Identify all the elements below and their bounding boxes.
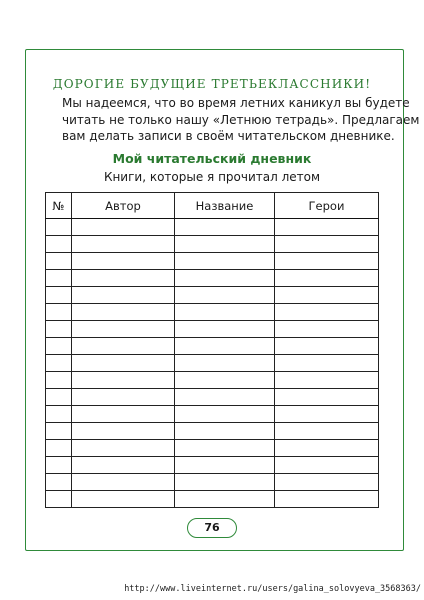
table-cell[interactable] [46, 406, 72, 423]
table-row [46, 355, 379, 372]
diary-caption: Книги, которые я прочитал летом [103, 170, 321, 184]
table-cell[interactable] [72, 474, 175, 491]
column-header-author: Автор [72, 193, 175, 219]
table-row [46, 474, 379, 491]
table-cell[interactable] [275, 457, 379, 474]
table-cell[interactable] [275, 253, 379, 270]
table-row [46, 491, 379, 508]
table-cell[interactable] [72, 287, 175, 304]
table-row [46, 389, 379, 406]
table-cell[interactable] [275, 304, 379, 321]
table-cell[interactable] [275, 406, 379, 423]
table-row [46, 440, 379, 457]
table-row [46, 270, 379, 287]
table-row [46, 253, 379, 270]
table-cell[interactable] [275, 423, 379, 440]
table-cell[interactable] [275, 270, 379, 287]
table-row [46, 423, 379, 440]
column-header-characters: Герои [275, 193, 379, 219]
table-cell[interactable] [46, 236, 72, 253]
table-cell[interactable] [175, 287, 275, 304]
table-cell[interactable] [275, 389, 379, 406]
table-row [46, 372, 379, 389]
table-row [46, 287, 379, 304]
table-body [46, 219, 379, 508]
table-cell[interactable] [175, 355, 275, 372]
table-cell[interactable] [46, 270, 72, 287]
table-cell[interactable] [46, 457, 72, 474]
table-cell[interactable] [175, 474, 275, 491]
table-cell[interactable] [46, 304, 72, 321]
table-row [46, 219, 379, 236]
table-cell[interactable] [46, 338, 72, 355]
table-cell[interactable] [175, 304, 275, 321]
intro-line: читать не только нашу «Летнюю тетрадь». Предлагаем [62, 112, 420, 127]
table-cell[interactable] [175, 406, 275, 423]
intro-line: Мы надеемся, что во время летних каникул вы будете [62, 96, 410, 110]
table-row [46, 406, 379, 423]
table-cell[interactable] [46, 372, 72, 389]
table-cell[interactable] [72, 219, 175, 236]
column-header-number: № [46, 193, 72, 219]
table-row [46, 338, 379, 355]
table-cell[interactable] [46, 253, 72, 270]
table-row [46, 236, 379, 253]
intro-line: вам делать записи в своём читательском дневнике. [62, 129, 395, 143]
table-cell[interactable] [46, 219, 72, 236]
table-cell[interactable] [175, 440, 275, 457]
table-cell[interactable] [275, 219, 379, 236]
column-header-title: Название [175, 193, 275, 219]
table-cell[interactable] [175, 372, 275, 389]
table-cell[interactable] [46, 474, 72, 491]
table-cell[interactable] [72, 355, 175, 372]
table-cell[interactable] [275, 321, 379, 338]
table-cell[interactable] [46, 287, 72, 304]
table-cell[interactable] [72, 389, 175, 406]
table-cell[interactable] [175, 338, 275, 355]
table-cell[interactable] [46, 355, 72, 372]
table-cell[interactable] [46, 321, 72, 338]
table-row [46, 457, 379, 474]
table-cell[interactable] [175, 253, 275, 270]
table-header-row [46, 193, 379, 219]
footer-url[interactable]: http://www.liveinternet.ru/users/galina_solovyeva_3568363/ [124, 584, 421, 594]
table-cell[interactable] [72, 253, 175, 270]
table-cell[interactable] [72, 491, 175, 508]
table-row [46, 321, 379, 338]
table-cell[interactable] [72, 270, 175, 287]
table-cell[interactable] [72, 457, 175, 474]
table-cell[interactable] [275, 355, 379, 372]
table-cell[interactable] [275, 440, 379, 457]
page-heading: ДОРОГИЕ БУДУЩИЕ ТРЕТЬЕКЛАССНИКИ! [52, 77, 372, 91]
table-cell[interactable] [275, 287, 379, 304]
table-cell[interactable] [175, 423, 275, 440]
diary-title: Мой читательский дневник [112, 151, 312, 166]
table-cell[interactable] [175, 321, 275, 338]
table-cell[interactable] [175, 389, 275, 406]
table-cell[interactable] [175, 236, 275, 253]
table-cell[interactable] [275, 474, 379, 491]
table-cell[interactable] [175, 270, 275, 287]
table-cell[interactable] [72, 236, 175, 253]
table-cell[interactable] [275, 372, 379, 389]
reading-log-table [45, 192, 379, 508]
table-cell[interactable] [175, 457, 275, 474]
table-cell[interactable] [46, 491, 72, 508]
table-cell[interactable] [275, 491, 379, 508]
table-cell[interactable] [72, 321, 175, 338]
table-cell[interactable] [175, 219, 275, 236]
table-cell[interactable] [72, 406, 175, 423]
table-cell[interactable] [275, 338, 379, 355]
table-cell[interactable] [72, 338, 175, 355]
table-cell[interactable] [72, 372, 175, 389]
table-cell[interactable] [46, 423, 72, 440]
table-cell[interactable] [72, 304, 175, 321]
table-cell[interactable] [72, 423, 175, 440]
page-number-badge: 76 [187, 518, 237, 538]
table-cell[interactable] [46, 389, 72, 406]
table-row [46, 304, 379, 321]
table-cell[interactable] [175, 491, 275, 508]
table-cell[interactable] [46, 440, 72, 457]
intro-paragraph [62, 95, 420, 145]
table-cell[interactable] [275, 236, 379, 253]
table-cell[interactable] [72, 440, 175, 457]
